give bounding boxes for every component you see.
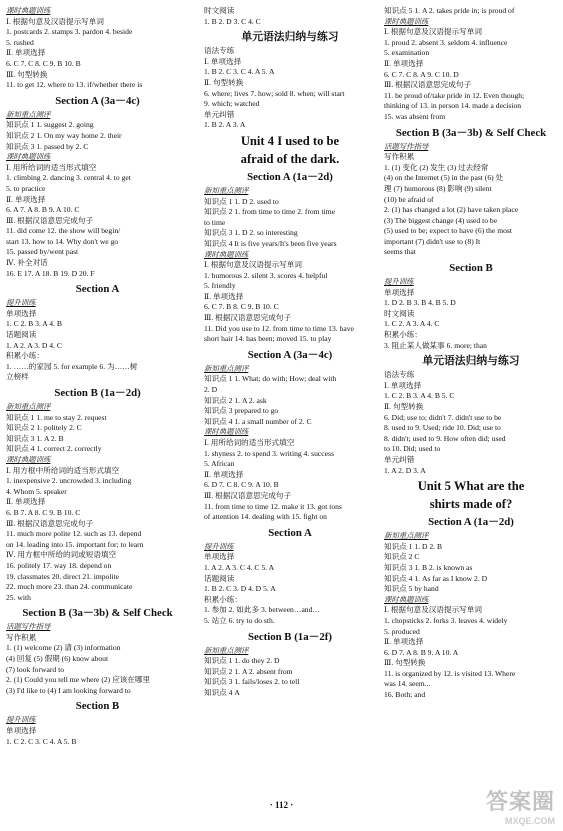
- section-heading: Section B: [75, 700, 120, 713]
- answer-line: 1. B 2. A 3. A: [204, 120, 246, 130]
- answer-line: 16. Both; and: [384, 690, 426, 700]
- answer-line: Ⅱ. 单项选择: [204, 291, 244, 301]
- section-heading: 单元语法归纳与练习: [422, 355, 520, 368]
- answer-line: 积累小练：: [204, 594, 242, 604]
- section-heading: shirts made of?: [429, 497, 513, 512]
- section-tag: 新知重点测评: [6, 402, 51, 411]
- answer-line: 6. where; lives 7. how; sold 8. when; will start: [204, 88, 345, 98]
- answer-line: 1. humorous 2. silent 3. scores 4. helpful: [204, 270, 328, 280]
- answer-line: 积累小练：: [384, 330, 422, 340]
- answer-line: 1. D 2. B 3. B 4. B 5. D: [384, 298, 456, 308]
- answer-line: Ⅱ. 单项选择: [204, 469, 244, 479]
- answer-line: 16. E 17. A 18. B 19. D 20. F: [6, 268, 95, 278]
- section-tag: 课时典题训练: [6, 6, 51, 15]
- answer-line: Ⅰ. 根据句意及汉语提示写单词: [6, 16, 104, 26]
- watermark-logo: [486, 785, 555, 826]
- answer-line: (3) I'd like to (4) I am looking forward to: [6, 685, 131, 695]
- section-tag: 提升训练: [6, 715, 36, 725]
- section-tag: 话题写作指导: [6, 622, 51, 632]
- section-heading: afraid of the dark.: [240, 151, 340, 166]
- answer-line: to 10. Did; used to: [384, 444, 441, 454]
- answer-line: on 14. leading into 15. important for; to learn: [6, 539, 144, 549]
- answer-line: Ⅰ. 根据句意及汉语提示写单词: [384, 27, 482, 37]
- answer-line: 5. friendly: [204, 281, 236, 291]
- answer-line: Ⅲ. 根据汉语意思完成句子: [204, 313, 292, 323]
- answer-line: 2. D: [204, 385, 218, 395]
- answer-line: 1. climbing 2. dancing 3. central 4. to get: [6, 173, 131, 183]
- answer-line: 语法专练: [384, 370, 415, 380]
- answer-line: 11. much more polite 12. such as 13. depend: [6, 529, 142, 539]
- answer-line: 8. didn't; used to 9. How often did; used: [384, 433, 506, 443]
- answer-line: 知识点 1 1. me to stay 2. request: [6, 412, 107, 422]
- section-heading: 单元语法归纳与练习: [241, 31, 339, 44]
- answer-line: 6. Did; use to; didn't 7. didn't use to be: [384, 412, 502, 422]
- answer-line: 知识点 1 1. suggest 2. going: [6, 120, 94, 130]
- answer-line: 16. politely 17. way 18. depend on: [6, 560, 112, 570]
- answer-line: 知识点 2 1. A 2. ask: [204, 395, 267, 405]
- answer-line: 单元纠错: [204, 109, 235, 119]
- section-heading: Section B: [449, 262, 493, 275]
- section-tag: 新知重点测评: [204, 645, 249, 655]
- section-heading: Section A (1a－2d): [428, 516, 514, 529]
- answer-line: 1. inexpensive 2. uncrowded 3. including: [6, 476, 132, 486]
- answer-line: 知识点 2 1. from time to time 2. from time: [204, 207, 335, 217]
- section-tag: 提升训练: [204, 541, 234, 551]
- answer-line: (10) be afraid of: [384, 194, 434, 204]
- answer-line: 知识点 2 1. A 2. absent from: [204, 666, 293, 676]
- answer-line: 6. C 7. C 8. A 9. C 10. D: [384, 69, 459, 79]
- answer-line: start 13. how to 14. Why don't we go: [6, 236, 119, 246]
- answer-line: 单项选择: [384, 287, 415, 297]
- answer-line: 知识点 1 1. D 2. used to: [204, 196, 279, 206]
- answer-line: of attention 14. dealing with 15. fight on: [204, 512, 327, 522]
- answer-line: 1. ……的家园 5. for example 6. 为……树: [6, 361, 138, 371]
- answer-line: 11. did come 12. the show will begin/: [6, 226, 121, 236]
- answer-line: 6. D 7. C 8. C 9. A 10. B: [204, 480, 279, 490]
- answer-line: 5. rushed: [6, 37, 34, 47]
- answer-line: 1. chopsticks 2. forks 3. leaves 4. widely: [384, 615, 508, 625]
- answer-line: 22. much more 23. than 24. communicate: [6, 582, 133, 592]
- answer-line: Ⅰ. 单项选择: [384, 380, 422, 390]
- answer-line: 6. D 7. A 8. B 9. A 10. A: [384, 647, 459, 657]
- answer-line: 1. C 2. B 3. A 4. B: [6, 319, 62, 329]
- answer-line: 6. A 7. A 8. B 9. A 10. C: [6, 205, 80, 215]
- answer-line: 8. used to 9. Used; ride 10. Did; use to: [384, 423, 501, 433]
- section-heading: Unit 4 I used to be: [240, 133, 340, 148]
- answer-line: 1. A 2. A 3. C 4. C 5. A: [204, 562, 275, 572]
- answer-line: 知识点 3 1. fails/loses 2. to tell: [204, 677, 300, 687]
- answer-line: Ⅰ. 用所给词的适当形式填空: [6, 162, 97, 172]
- answer-line: Ⅰ. 用方框中所给词的适当形式填空: [6, 465, 120, 475]
- answer-line: Ⅳ. 补全对话: [6, 258, 48, 268]
- answer-line: to time: [204, 217, 226, 227]
- answer-line: Ⅱ. 单项选择: [384, 637, 424, 647]
- section-heading: Section B (1a－2f): [248, 630, 332, 643]
- answer-line: 写作积累: [384, 152, 415, 162]
- answer-line: 话题阅读: [204, 573, 235, 583]
- answer-line: 时文阅读: [384, 308, 415, 318]
- answer-line: 单项选择: [6, 308, 37, 318]
- answer-line: was 14. seem...: [384, 679, 431, 689]
- answer-line: 知识点 3 1. passed by 2. C: [6, 141, 89, 151]
- answer-line: 11. be proud of/take pride in 12. Even though;: [384, 90, 525, 100]
- answer-line: 立榜样: [6, 372, 29, 382]
- answer-line: 1. A 2. D 3. A: [384, 465, 426, 475]
- answer-line: 知识点 3 1. A 2. B: [6, 433, 64, 443]
- section-heading: Section B (3a－3b) & Self Check: [395, 126, 547, 139]
- answer-line: 1. 参加 2. 如此多 3. between…and…: [204, 605, 320, 615]
- answer-line: 单项选择: [204, 552, 235, 562]
- section-heading: Section A: [75, 283, 120, 296]
- section-tag: 新知重点测评: [204, 185, 249, 195]
- answer-line: 11. is organized by 12. is visited 13. Where: [384, 668, 516, 678]
- section-tag: 提升训练: [384, 277, 414, 287]
- watermark-sub: MXQE.COM: [504, 816, 555, 826]
- answer-line: Ⅰ. 用所给词的适当形式填空: [204, 438, 295, 447]
- section-tag: 课时典题训练: [204, 249, 249, 259]
- answer-line: 1. A 2. A 3. D 4. C: [6, 340, 62, 350]
- answer-line: 知识点 4 1. correct 2. correctly: [6, 444, 102, 454]
- answer-line: 5. African: [204, 459, 235, 469]
- answer-line: 话题阅读: [6, 330, 37, 340]
- section-tag: 课时典题训练: [6, 152, 51, 162]
- page-number: · 112 ·: [269, 800, 294, 810]
- answer-line: Ⅰ. 单项选择: [204, 56, 242, 66]
- answer-line: 1. B 2. D 3. C 4. C: [204, 16, 261, 26]
- section-tag: 课时典题训练: [384, 594, 429, 604]
- answer-line: 写作积累: [6, 632, 37, 642]
- answer-line: Ⅱ. 单项选择: [6, 194, 46, 204]
- answer-line: 1. B 2. C 3. C 4. A 5. A: [204, 67, 275, 77]
- answer-line: 19. classmates 20. direct 21. impolite: [6, 571, 120, 581]
- answer-line: 1. C 2. A 3. A 4. C: [384, 319, 440, 329]
- answer-line: 6. B 7. A 8. C 9. B 10. C: [6, 507, 81, 517]
- answer-line: (7) look forward to: [6, 664, 64, 674]
- section-heading: Unit 5 What are the: [417, 479, 525, 494]
- section-heading: Section B (1a－2d): [54, 387, 141, 399]
- answer-line: Ⅰ. 根据句意及汉语提示写单词: [384, 605, 482, 615]
- answer-line: 语法专练: [204, 46, 235, 56]
- answer-line: 1. (1) 变化 (2) 发生 (3) 过去经常: [384, 162, 489, 172]
- answer-line: (5) used to be; expect to have (6) the most: [384, 226, 512, 236]
- answer-line: 15. passed by/went past: [6, 247, 79, 257]
- answer-line: (4) 回复 (5) 假期 (6) know about: [6, 654, 109, 664]
- answer-line: 2. (1) Could you tell me where (2) 应该在哪里: [6, 675, 151, 685]
- answer-line: 1. C 2. B 3. A 4. B 5. C: [384, 391, 455, 401]
- answer-line: 知识点 1 1. What; do with; How; deal with: [204, 374, 337, 384]
- answer-line: 1. B 2. C 3. D 4. D 5. A: [204, 584, 276, 594]
- answer-line: 11. from time to time 12. make it 13. got tons: [204, 501, 342, 511]
- section-tag: 新知重点测评: [6, 109, 51, 119]
- answer-column-right: [384, 6, 558, 701]
- section-tag: 课时典题训练: [384, 16, 429, 26]
- answer-line: 5. 站立 6. try to do sth.: [204, 615, 275, 625]
- answer-line: Ⅰ. 根据句意及汉语提示写单词: [204, 260, 302, 270]
- section-tag: 提升训练: [6, 298, 36, 308]
- answer-line: Ⅱ. 单项选择: [6, 48, 46, 58]
- answer-line: 知识点 1 1. D 2. B: [384, 541, 443, 551]
- answer-line: 1. postcards 2. stamps 3. pardon 4. beside: [6, 27, 133, 37]
- answer-line: 知识点 2 1. politely 2. C: [6, 423, 82, 433]
- answer-line: 11. Did you use to 12. from time to time 13. have: [204, 323, 354, 333]
- answer-line: Ⅱ. 单项选择: [384, 58, 424, 68]
- answer-line: Ⅲ. 句型转换: [6, 69, 48, 79]
- answer-line: short hair 14. has been; moved 15. to play: [204, 334, 332, 344]
- answer-line: 积累小练：: [6, 351, 44, 361]
- answer-line: 知识点 2 C: [384, 552, 420, 562]
- section-tag: 新知重点测评: [384, 531, 429, 541]
- answer-line: 知识点 5 1. A 2. takes pride in; is proud of: [384, 6, 515, 15]
- answer-line: Ⅲ. 根据汉语意思完成句子: [384, 80, 472, 90]
- answer-line: 时文阅读: [204, 6, 235, 15]
- answer-line: 5. to practice: [6, 183, 46, 193]
- answer-line: 15. was absent from: [384, 111, 446, 121]
- answer-line: seems that: [384, 247, 416, 257]
- section-heading: Section A: [268, 526, 312, 539]
- answer-line: 1. (1) welcome (2) 请 (3) information: [6, 643, 121, 653]
- answer-line: 9. which; watched: [204, 99, 260, 109]
- answer-line: 5. produced: [384, 626, 420, 636]
- answer-line: 5. examination: [384, 48, 430, 58]
- answer-line: 25. with: [6, 592, 31, 602]
- section-heading: Section A (3a－4c): [55, 94, 140, 107]
- answer-line: 知识点 4 1. As far as I know 2. D: [384, 573, 488, 583]
- answer-line: 单项选择: [6, 726, 37, 736]
- answer-line: 理 (7) humorous (8) 影响 (9) silent: [384, 183, 492, 193]
- answer-line: 2. (1) has changed a lot (2) have taken place: [384, 205, 519, 215]
- answer-line: Ⅲ. 根据汉语意思完成句子: [6, 518, 94, 528]
- answer-line: 6. C 7. B 8. C 9. B 10. C: [204, 302, 279, 312]
- answer-line: Ⅱ. 句型转换: [384, 402, 424, 411]
- section-tag: 话题写作指导: [384, 141, 429, 151]
- answer-line: important (7) didn't use to (8) It: [384, 236, 481, 246]
- answer-line: (4) on the Internet (5) in the past (6) 处: [384, 173, 504, 183]
- answer-line: 知识点 5 by hand: [384, 584, 439, 594]
- answer-line: 1. proud 2. absent 3. seldom 4. influence: [384, 37, 508, 47]
- watermark-main: 答案圈: [485, 789, 555, 814]
- answer-line: 知识点 3 1. D 2. so interesting: [204, 228, 298, 238]
- answer-line: Ⅲ. 根据汉语意思完成句子: [6, 215, 94, 225]
- answer-line: 1. shyness 2. to spend 3. writing 4. success: [204, 448, 334, 458]
- answer-line: 知识点 2 1. On my way home 2. their: [6, 130, 122, 140]
- answer-line: 1. C 2. C 3. C 4. A 5. B: [6, 736, 77, 746]
- answer-line: 知识点 3 1. B 2. is known as: [384, 562, 473, 572]
- answer-line: 单元纠错: [384, 454, 415, 464]
- section-heading: Section A (3a－4c): [247, 348, 333, 361]
- answer-column-left: [6, 6, 189, 747]
- section-tag: 新知重点测评: [204, 363, 249, 373]
- answer-line: Ⅱ. 句型转换: [204, 77, 244, 87]
- answer-line: Ⅳ. 用方框中所给的词或短语填空: [6, 550, 117, 560]
- answer-line: 3. 阻止某人做某事 6. more; than: [384, 340, 487, 350]
- answer-line: 知识点 4 1. a small number of 2. C: [204, 416, 312, 426]
- answer-line: 4. Whom 5. speaker: [6, 486, 67, 496]
- section-tag: 课时典题训练: [204, 427, 249, 437]
- answer-line: 6. C 7. C 8. C 9. B 10. B: [6, 58, 81, 68]
- answer-line: 知识点 4 It is five years/It's been five years: [204, 238, 337, 248]
- section-tag: 课时典题训练: [6, 454, 51, 464]
- answer-column-middle: [204, 6, 376, 698]
- answer-line: Ⅱ. 单项选择: [6, 497, 46, 507]
- answer-line: (3) The biggest change (4) used to be: [384, 215, 498, 225]
- answer-line: Ⅲ. 句型转换: [384, 658, 426, 668]
- answer-line: 11. to get 12. where to 13. if/whether there is: [6, 80, 143, 90]
- answer-line: 知识点 1 1. do they 2. D: [204, 656, 280, 666]
- section-heading: Section B (3a－3b) & Self Check: [22, 607, 173, 620]
- answer-line: 知识点 4 A: [204, 687, 240, 697]
- answer-line: Ⅲ. 根据汉语意思完成句子: [204, 490, 292, 500]
- answer-line: 知识点 3 prepared to go: [204, 406, 279, 416]
- section-heading: Section A (1a－2d): [247, 170, 333, 183]
- answer-line: thinking of 13. in person 14. made a decision: [384, 101, 522, 111]
